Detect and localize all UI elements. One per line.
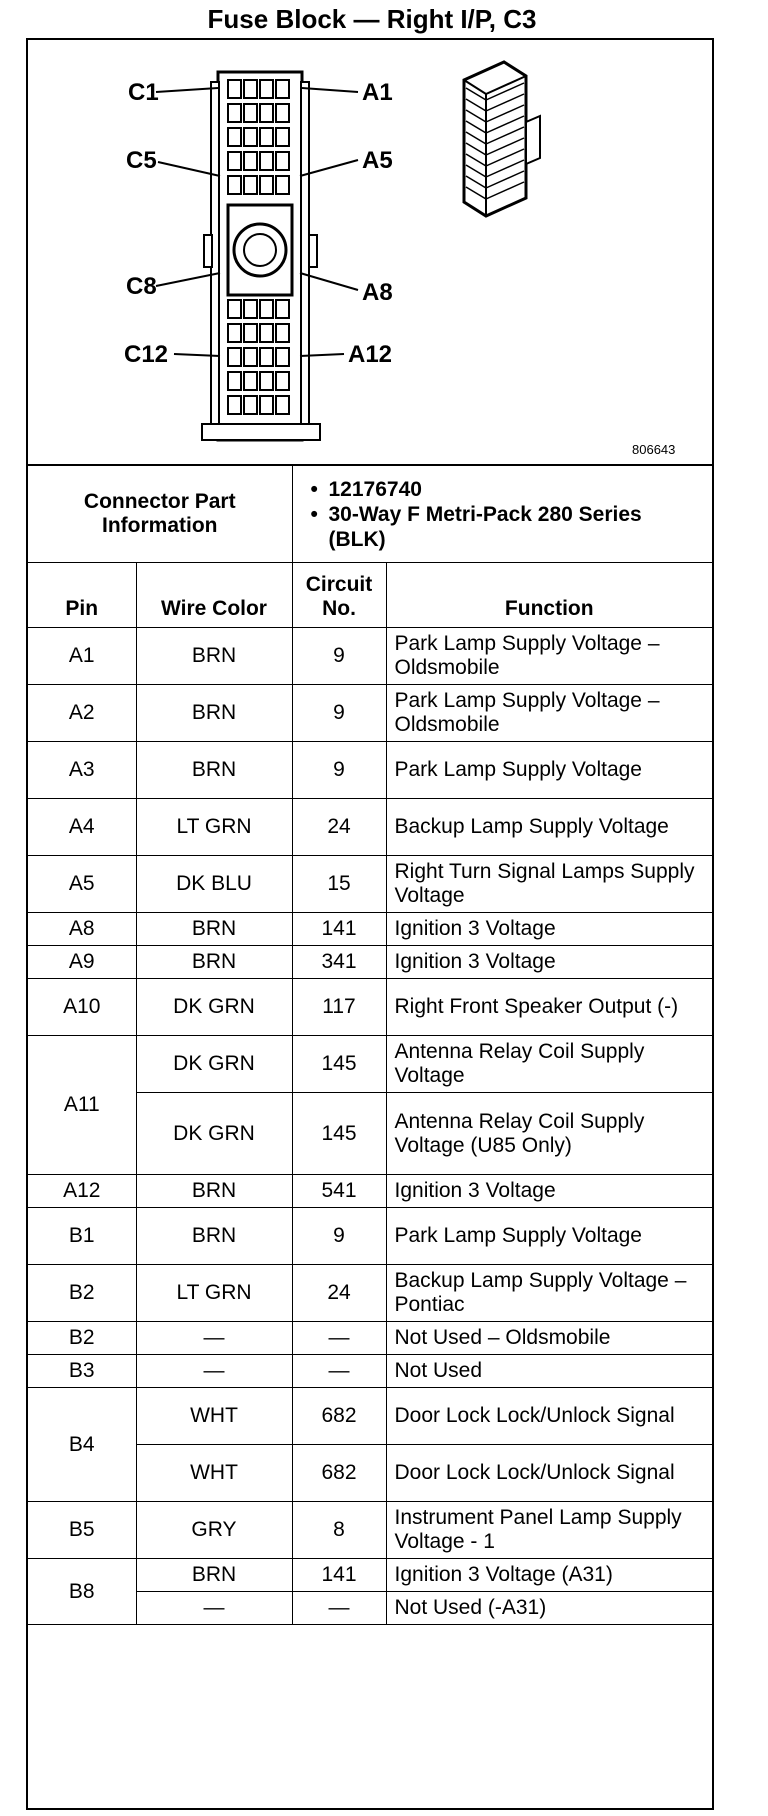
leader-a1 <box>302 88 358 92</box>
label-a12: A12 <box>348 341 393 368</box>
terminal-cavity <box>260 324 273 342</box>
pin-cell: B2 <box>28 1265 136 1322</box>
wire-cell: DK BLU <box>136 856 292 913</box>
table-row <box>28 742 712 799</box>
table-row <box>28 1502 712 1559</box>
function-cell: Antenna Relay Coil Supply Voltage <box>386 1036 712 1093</box>
terminal-cavity <box>276 104 289 122</box>
pin-cell: B8 <box>28 1559 136 1625</box>
wire-cell: DK GRN <box>136 979 292 1036</box>
terminal-cavity <box>228 396 241 414</box>
pin-cell: A4 <box>28 799 136 856</box>
table-row <box>28 1322 712 1355</box>
terminal-cavity <box>260 348 273 366</box>
terminal-cavity <box>276 128 289 146</box>
pin-cell: A5 <box>28 856 136 913</box>
function-cell: Not Used – Oldsmobile <box>386 1322 712 1355</box>
circuit-cell: 145 <box>292 1093 386 1175</box>
pin-cell: B4 <box>28 1388 136 1502</box>
terminal-cavity <box>228 152 241 170</box>
circuit-cell: — <box>292 1592 386 1625</box>
figure-id: 806643 <box>632 442 676 457</box>
page-title: Fuse Block — Right I/P, C3 <box>207 4 537 34</box>
table-row <box>28 979 712 1036</box>
wire-cell: GRY <box>136 1502 292 1559</box>
pin-cell: B5 <box>28 1502 136 1559</box>
header-pin: Pin <box>28 563 136 628</box>
circuit-cell: 141 <box>292 1559 386 1592</box>
terminal-cavity <box>276 372 289 390</box>
table-row <box>28 685 712 742</box>
terminal-cavity <box>260 152 273 170</box>
part-number: • 12176740 <box>311 477 705 502</box>
connector-diagram <box>28 40 712 466</box>
wire-cell: DK GRN <box>136 1036 292 1093</box>
circuit-cell: 541 <box>292 1175 386 1208</box>
wire-cell: BRN <box>136 628 292 685</box>
label-c1: C1 <box>128 79 159 106</box>
pin-cell: B3 <box>28 1355 136 1388</box>
circuit-cell: — <box>292 1322 386 1355</box>
wire-cell: — <box>136 1322 292 1355</box>
circuit-cell: 24 <box>292 1265 386 1322</box>
header-circuit: Circuit No. <box>292 563 386 628</box>
terminal-cavity <box>244 372 257 390</box>
circuit-cell: 9 <box>292 628 386 685</box>
wire-cell: BRN <box>136 946 292 979</box>
circuit-cell: 141 <box>292 913 386 946</box>
terminal-cavity <box>260 300 273 318</box>
connector-left-latch <box>204 235 212 267</box>
pin-cell: A10 <box>28 979 136 1036</box>
terminal-cavity <box>276 324 289 342</box>
label-a1: A1 <box>362 79 393 106</box>
circuit-cell: 8 <box>292 1502 386 1559</box>
wire-cell: LT GRN <box>136 799 292 856</box>
wire-cell: BRN <box>136 1208 292 1265</box>
circuit-cell: 24 <box>292 799 386 856</box>
terminal-cavity <box>228 348 241 366</box>
terminal-cavity <box>244 128 257 146</box>
pin-cell: A3 <box>28 742 136 799</box>
function-cell: Not Used (-A31) <box>386 1592 712 1625</box>
label-c5: C5 <box>126 147 157 174</box>
circuit-cell: 341 <box>292 946 386 979</box>
label-c12: C12 <box>124 341 169 368</box>
label-a8: A8 <box>362 279 393 306</box>
terminal-cavity <box>244 324 257 342</box>
function-cell: Right Turn Signal Lamps Supply Voltage <box>386 856 712 913</box>
pin-cell: B2 <box>28 1322 136 1355</box>
table-row <box>28 1265 712 1322</box>
terminal-cavity <box>260 128 273 146</box>
function-cell: Park Lamp Supply Voltage – Oldsmobile <box>386 628 712 685</box>
leader-c1 <box>156 88 218 92</box>
function-cell: Door Lock Lock/Unlock Signal <box>386 1388 712 1445</box>
circuit-cell: 9 <box>292 1208 386 1265</box>
wire-cell: BRN <box>136 1175 292 1208</box>
circuit-cell: 145 <box>292 1036 386 1093</box>
wire-cell: — <box>136 1355 292 1388</box>
circuit-cell: 15 <box>292 856 386 913</box>
terminal-cavity <box>276 396 289 414</box>
terminal-cavity <box>244 80 257 98</box>
function-cell: Instrument Panel Lamp Supply Voltage - 1 <box>386 1502 712 1559</box>
pin-cell: A2 <box>28 685 136 742</box>
terminal-cavity <box>260 176 273 194</box>
wire-cell: BRN <box>136 913 292 946</box>
wire-cell: LT GRN <box>136 1265 292 1322</box>
table-row <box>28 799 712 856</box>
pin-cell: A9 <box>28 946 136 979</box>
function-cell: Ignition 3 Voltage <box>386 946 712 979</box>
table-row <box>28 1175 712 1208</box>
part-info-label: Connector Part Information <box>28 466 292 563</box>
wire-cell: WHT <box>136 1445 292 1502</box>
pin-cell: A12 <box>28 1175 136 1208</box>
pin-cell: B1 <box>28 1208 136 1265</box>
part-description: • 30-Way F Metri-Pack 280 Series (BLK) <box>311 502 705 552</box>
terminal-cavity <box>260 104 273 122</box>
connector-sheet <box>26 38 714 1810</box>
terminal-cavity <box>228 324 241 342</box>
circuit-cell: 117 <box>292 979 386 1036</box>
pin-table <box>28 563 712 1625</box>
table-row <box>28 1388 712 1445</box>
function-cell: Park Lamp Supply Voltage <box>386 1208 712 1265</box>
circuit-cell: 9 <box>292 685 386 742</box>
connector-base <box>202 424 320 440</box>
terminal-cavity <box>244 176 257 194</box>
function-cell: Antenna Relay Coil Supply Voltage (U85 Only) <box>386 1093 712 1175</box>
connector-right-rail <box>301 82 309 427</box>
label-c8: C8 <box>126 273 157 300</box>
center-bolt-inner <box>244 234 276 266</box>
header-wire-color: Wire Color <box>136 563 292 628</box>
terminal-cavity <box>260 80 273 98</box>
table-row <box>28 856 712 913</box>
terminal-cavity <box>276 348 289 366</box>
terminal-cavity <box>276 300 289 318</box>
wire-cell: BRN <box>136 742 292 799</box>
connector-right-latch <box>309 235 317 267</box>
terminal-cavity <box>244 152 257 170</box>
part-info-values <box>292 466 712 563</box>
terminal-cavity <box>228 176 241 194</box>
terminal-cavity <box>260 396 273 414</box>
circuit-cell: 682 <box>292 1445 386 1502</box>
terminal-cavity <box>228 128 241 146</box>
function-cell: Ignition 3 Voltage <box>386 1175 712 1208</box>
table-row <box>28 1559 712 1592</box>
terminal-cavity <box>244 348 257 366</box>
table-row <box>28 1208 712 1265</box>
table-row <box>28 946 712 979</box>
terminal-cavity <box>244 300 257 318</box>
circuit-cell: — <box>292 1355 386 1388</box>
function-cell: Park Lamp Supply Voltage – Oldsmobile <box>386 685 712 742</box>
terminal-cavity <box>276 80 289 98</box>
pin-cell: A1 <box>28 628 136 685</box>
function-cell: Backup Lamp Supply Voltage <box>386 799 712 856</box>
connector-part-info <box>28 466 712 563</box>
table-row <box>28 1355 712 1388</box>
table-row <box>28 913 712 946</box>
pin-cell: A8 <box>28 913 136 946</box>
wire-cell: — <box>136 1592 292 1625</box>
terminal-cavity <box>244 396 257 414</box>
terminal-cavity <box>244 104 257 122</box>
circuit-cell: 682 <box>292 1388 386 1445</box>
circuit-cell: 9 <box>292 742 386 799</box>
terminal-cavity <box>228 104 241 122</box>
function-cell: Ignition 3 Voltage <box>386 913 712 946</box>
terminal-cavity <box>260 372 273 390</box>
connector-drawing <box>28 40 712 464</box>
pin-cell: A11 <box>28 1036 136 1175</box>
table-row <box>28 628 712 685</box>
wire-cell: BRN <box>136 1559 292 1592</box>
terminal-cavity <box>228 80 241 98</box>
function-cell: Backup Lamp Supply Voltage – Pontiac <box>386 1265 712 1322</box>
header-function: Function <box>386 563 712 628</box>
function-cell: Not Used <box>386 1355 712 1388</box>
connector-isometric-view <box>464 62 540 216</box>
wire-cell: WHT <box>136 1388 292 1445</box>
terminal-cavity <box>228 372 241 390</box>
terminal-cavity <box>276 152 289 170</box>
function-cell: Park Lamp Supply Voltage <box>386 742 712 799</box>
function-cell: Right Front Speaker Output (-) <box>386 979 712 1036</box>
wire-cell: BRN <box>136 685 292 742</box>
terminal-cavity <box>228 300 241 318</box>
table-row <box>28 1036 712 1093</box>
terminal-cavity <box>276 176 289 194</box>
function-cell: Door Lock Lock/Unlock Signal <box>386 1445 712 1502</box>
wire-cell: DK GRN <box>136 1093 292 1175</box>
function-cell: Ignition 3 Voltage (A31) <box>386 1559 712 1592</box>
label-a5: A5 <box>362 147 393 174</box>
